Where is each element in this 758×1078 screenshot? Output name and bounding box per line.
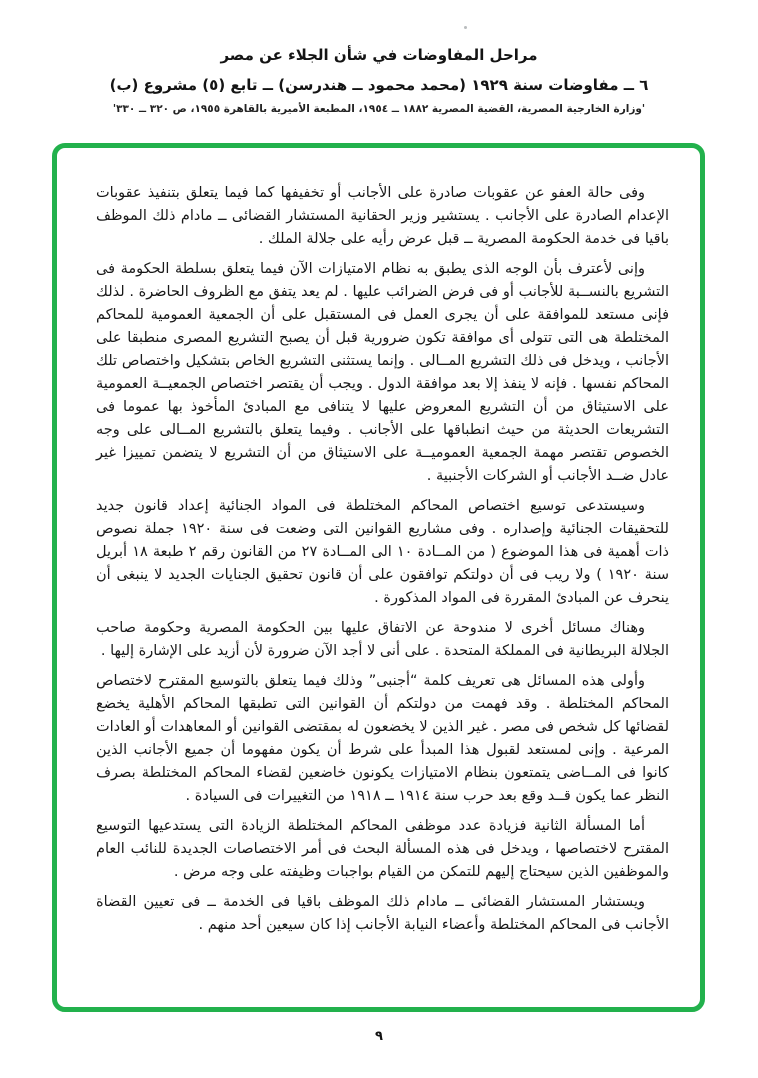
paragraph: أما المسألة الثانية فزيادة عدد موظفى المحاكم المختلطة الزيادة التى يستدعيها التوسيع المقترح لاختصاصها ، ويدخل فى هذه المسألة البحث فى أمر الاختصاصات الجديدة للنائب العام والموظفين الذين سيحتاج إليهم للتمكن من القيام بواجبات وظيفته على وجه مرض . — [96, 818, 669, 880]
paragraph: وإنى لأعترف بأن الوجه الذى يطبق به نظام الامتيازات الآن فيما يتعلق بسلطة الحكومة فى التشريع بالنســبة للأجانب أو فى فرض الضرائب عليها . لم يعد يتفق مع الظروف الحاضرة . لذلك فإنى مستعد للموافقة على أن يجرى العمل فى المستقبل على أن الجمعية العمومية للمحاكم المختلطة هى التى تتولى أى موافقة تكون ضرورية قبل أن يصبح التشريع المصرى منطبقا على الأجانب ، ويدخل فى ذلك التشريع المــالى . وإنما يستثنى التشريع الخاص بتشكيل واختصاص تلك المحاكم نفسها . فإنه لا ينفذ إلا بعد موافقة الدول . ويجب أن يقتصر اختصاص الجمعيــة العمومية على الاستيثاق من أن التشريع المعروض عليها لا يتنافى مع المبادئ المأخوذ بها عموما فى التشريعات الحديثة من حيث انطباقها على الأجانب . وفيما يتعلق بالتشريع المــالى على وجه الخصوص تقتصر مهمة الجمعية العموميــة على الاستيثاق من أن التشريع لا يتضمن تمييزا غير عادل ضــد الأجانب أو الشركات الأجنبية . — [96, 261, 669, 484]
green-highlight-frame — [52, 143, 705, 1012]
paragraph: وهناك مسائل أخرى لا مندوحة عن الاتفاق عليها بين الحكومة المصرية وحكومة صاحب الجلالة البريطانية فى المملكة المتحدة . على أنى لا أجد الآن ضرورة لأن أزيد على الإشارة إليها . — [96, 620, 669, 659]
page-subtitle: ٦ ــ مفاوضات سنة ١٩٢٩ (محمد محمود ــ هندرسن) ــ تابع (٥) مشروع (ب) — [109, 76, 649, 94]
document-header — [0, 46, 758, 115]
paragraph: وفى حالة العفو عن عقوبات صادرة على الأجانب أو تخفيفها كما فيما يتعلق بتنفيذ عقوبات الإعدام الصادرة على الأجانب . يستشير وزير الحقانية المستشار القضائى ــ مادام ذلك الموظف باقيا فى خدمة الحكومة المصرية ــ قبل عرض رأيه على جلالة الملك . — [96, 185, 669, 247]
source-citation: 'وزارة الخارجية المصرية، القضية المصرية ١٨٨٢ ــ ١٩٥٤، المطبعة الأميرية بالقاهرة ١٩٥٥، ص ٣٢٠ ــ ٣٣٠' — [112, 103, 646, 115]
page-title: مراحل المفاوضات في شأن الجلاء عن مصر — [220, 46, 538, 64]
page-number: ٩ — [375, 1029, 383, 1044]
document-body — [96, 182, 669, 944]
paragraph: وسيستدعى توسيع اختصاص المحاكم المختلطة فى المواد الجنائية إعداد قانون جديد للتحقيقات الجنائية وإصداره . وفى مشاريع القوانين التى وضعت فى سنة ١٩٢٠ جملة نصوص ذات أهمية فى هذا الموضوع ( من المــادة ١٠ الى المــادة ٢٧ من القانون رقم ٢ طبعة ١٨ أبريل سنة ١٩٢٠ ) ولا ريب فى أن دولتكم توافقون على أن قانون تحقيق الجنايات الجديد لا ينبغى أن ينحرف عن المبادئ المقررة فى المواد المذكورة . — [96, 498, 669, 606]
paragraph: ويستشار المستشار القضائى ــ مادام ذلك الموظف باقيا فى الخدمة ــ فى تعيين القضاة الأجانب فى المحاكم المختلطة وأعضاء النيابة الأجانب إذا كان سيعين أحد منهم . — [96, 894, 669, 933]
scan-speck — [464, 26, 467, 29]
paragraph: وأولى هذه المسائل هى تعريف كلمة “أجنبى” وذلك فيما يتعلق بالتوسيع المقترح لاختصاص المحاكم المختلطة . وقد فهمت من دولتكم أن القوانين التى تطبقها المحاكم الأهلية يخضع لقضائها كل شخص فى مصر . غير الذين لا يخضعون له بمقتضى القوانين أو المعاهدات أو العادات المرعية . وإنى لمستعد لقبول هذا المبدأ على شرط أن يكون مفهوما أن جميع الأجانب الذين كانوا فى المــاضى يتمتعون بنظام الامتيازات يكونون خاضعين لقضاء المحاكم المختلطة بصرف النظر عما يكون قــد وقع بعد حرب سنة ١٩١٤ ــ ١٩١٨ من التغييرات فى السيادة . — [96, 673, 669, 804]
